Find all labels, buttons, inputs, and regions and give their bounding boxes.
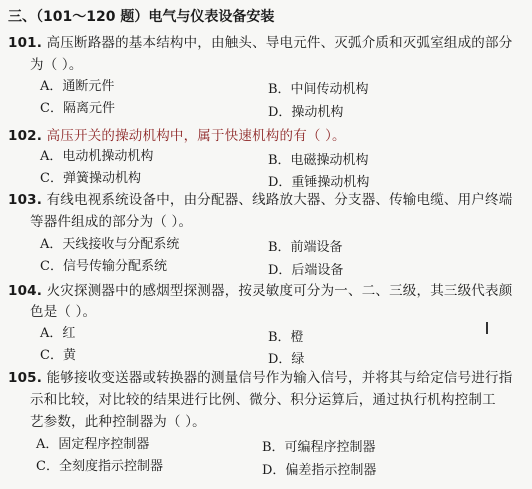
option-d[interactable]: D．操动机构 [268,105,344,120]
option-a[interactable]: A．红 [40,326,76,341]
question-line [8,124,346,144]
question-number: 105. [8,370,43,386]
question-text: 高压开关的操动机构中，属于快速机构的有（ ）。 [46,128,346,144]
question-text: 能够接收变送器或转换器的测量信号作为输入信号，并将其与给定信号进行指 [46,370,513,386]
option-b[interactable]: B．前端设备 [268,240,343,255]
option-b[interactable]: B．中间传动机构 [268,82,369,97]
question-text-continued: 艺参数，此种控制器为（ ）。 [30,414,206,430]
question-text: 火灾探测器中的感烟型探测器，按灵敏度可分为一、二、三级，其三级代表颜 [46,283,513,299]
question-text-continued: 色是（ ）。 [30,304,97,320]
option-a[interactable]: A．通断元件 [40,79,115,94]
option-a[interactable]: A．电动机操动机构 [40,149,154,164]
question-line [8,279,512,299]
question-number: 103. [8,192,43,208]
question-number: 102. [8,128,43,144]
text-cursor-mark [486,322,488,334]
option-b[interactable]: B．电磁操动机构 [268,153,369,168]
option-c[interactable]: C．全刻度指示控制器 [36,459,163,474]
option-d[interactable]: D．后端设备 [268,263,344,278]
question-text-continued: 示和比较，对比较的结果进行比例、微分、积分运算后，通过执行机构控制工 [30,392,496,408]
option-d[interactable]: D．绿 [268,352,305,367]
option-c[interactable]: C．弹簧操动机构 [40,171,141,186]
question-number: 104. [8,283,43,299]
option-d[interactable]: D．偏差指示控制器 [262,463,377,478]
option-a[interactable]: A．天线接收与分配系统 [40,237,180,252]
question-text: 高压断路器的基本结构中，由触头、导电元件、灭弧介质和灭弧室组成的部分 [46,35,513,51]
section-title: 三、（101～120 题）电气与仪表设备安装 [8,9,275,25]
question-text-continued: 等器件组成的部分为（ ）。 [30,214,193,230]
question-line [8,366,512,386]
option-b[interactable]: B．可编程序控制器 [262,440,376,455]
option-c[interactable]: C．黄 [40,348,76,363]
option-a[interactable]: A．固定程序控制器 [36,437,150,452]
question-line [8,31,512,51]
option-c[interactable]: C．隔离元件 [40,101,115,116]
question-number: 101. [8,35,43,51]
option-c[interactable]: C．信号传输分配系统 [40,259,167,274]
option-d[interactable]: D．重锤操动机构 [268,175,370,190]
question-text-continued: 为（ ）。 [30,57,83,73]
option-b[interactable]: B．橙 [268,330,304,345]
question-line [8,188,512,208]
question-text: 有线电视系统设备中，由分配器、线路放大器、分支器、传输电缆、用户终端 [46,192,513,208]
